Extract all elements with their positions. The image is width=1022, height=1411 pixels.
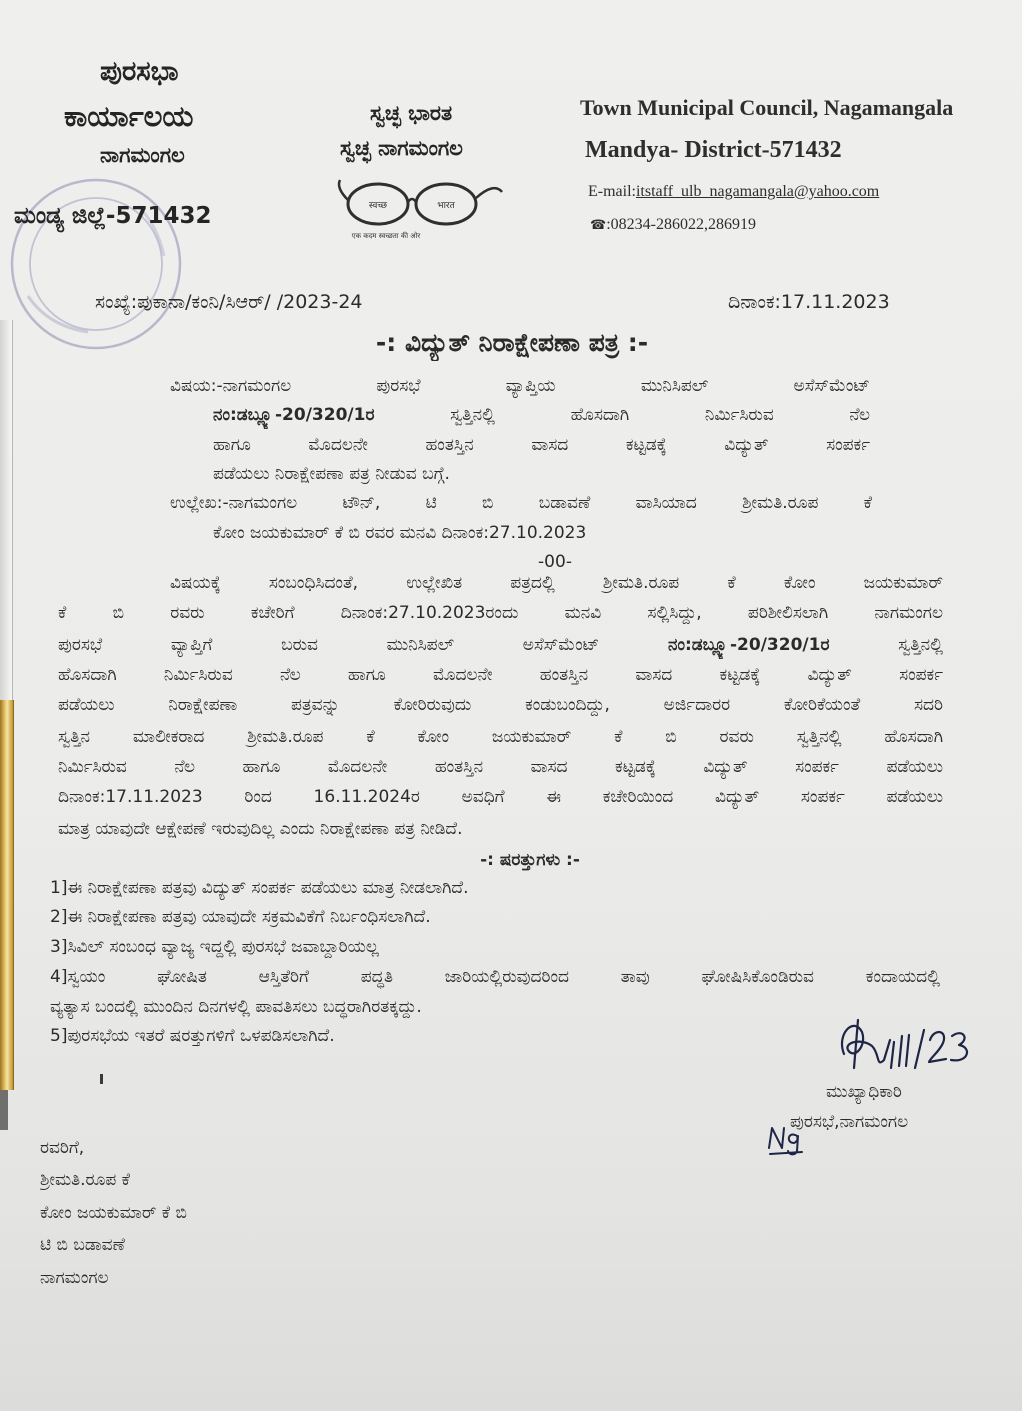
body-line: ದಿನಾಂಕ:17.11.2023 ರಿಂದ 16.11.2024ರ ಅವಧಿಗೆ ಈ ಕಚೇರಿಯಿಂದ ವಿದ್ಯುತ್ ಸಂಪರ್ಕ ಪಡೆಯಲು — [58, 787, 943, 807]
body-line — [58, 633, 943, 659]
office-district: ಮಂಡ್ಯ ಜಿಲ್ಲೆ-571432 — [14, 203, 212, 229]
phone-numbers: :08234-286022,286919 — [606, 216, 756, 233]
subject-text: ಸ್ವತ್ತಿನಲ್ಲಿ ಹೊಸದಾಗಿ ನಿರ್ಮಿಸಿರುವ ನೆಲ — [374, 405, 870, 425]
body-text: ಪುರಸಭೆ ವ್ಯಾಪ್ತಿಗೆ ಬರುವ ಮುನಿಸಿಪಲ್ ಅಸೆಸ್‌ಮೆಂಟ್ — [58, 635, 668, 655]
phone-icon: ☎ — [590, 218, 607, 233]
condition-item: 4]ಸ್ವಯಂ ಘೋಷಿತ ಆಸ್ತಿತೆರಿಗೆ ಪದ್ಧತಿ ಜಾರಿಯಲ್ಲಿರುವುದರಿಂದ ತಾವು ಘೋಷಿಸಿಕೊಂಡಿರುವ ಕಂದಾಯದಲ್ಲಿ — [50, 967, 940, 987]
pen-cap — [0, 1090, 8, 1130]
separator: -00- — [538, 552, 572, 572]
office-town: ನಾಗಮಂಗಲ — [100, 143, 185, 167]
body-line: ಹೊಸದಾಗಿ ನಿರ್ಮಿಸಿರುವ ನೆಲ ಹಾಗೂ ಮೊದಲನೇ ಹಂತಸ್ತಿನ ವಾಸದ ಕಟ್ಟಡಕ್ಕೆ ವಿದ್ಯುತ್ ಸಂಪರ್ಕ — [58, 665, 943, 685]
addressee-name: ಶ್ರೀಮತಿ.ರೂಪ ಕೆ — [40, 1170, 131, 1190]
council-district: Mandya- District-571432 — [585, 137, 842, 163]
reference-note-line: ಉಲ್ಲೇಖ:-ನಾಗಮಂಗಲ ಟೌನ್, ಟಿ ಬಿ ಬಡಾವಣೆ ವಾಸಿಯಾದ ಶ್ರೀಮತಿ.ರೂಪ ಕೆ — [170, 493, 872, 513]
addressee-relation: ಕೋಂ ಜಯಕುಮಾರ್ ಕೆ ಬಿ — [40, 1203, 187, 1223]
subject-line: ಹಾಗೂ ಮೊದಲನೇ ಹಂತಸ್ತಿನ ವಾಸದ ಕಟ್ಟಡಕ್ಕೆ ವಿದ್ಯುತ್ ಸಂಪರ್ಕ — [213, 435, 870, 455]
logo-right-lens-text: भारत — [437, 201, 455, 211]
body-line: ಸ್ವತ್ತಿನ ಮಾಲೀಕರಾದ ಶ್ರೀಮತಿ.ರೂಪ ಕೆ ಕೋಂ ಜಯಕುಮಾರ್ ಕೆ ಬಿ ರವರು ಸ್ವತ್ತಿನಲ್ಲಿ ಹೊಸದಾಗಿ — [58, 727, 943, 747]
subject-line: ವಿಷಯ:-ನಾಗಮಂಗಲ ಪುರಸಭೆ ವ್ಯಾಪ್ತಿಯ ಮುನಿಸಿಪಲ್ ಅಸೆಸ್‌ಮೆಂಟ್ — [170, 376, 870, 396]
condition-item-continued: ವ್ಯತ್ಯಾಸ ಬಂದಲ್ಲಿ ಮುಂದಿನ ದಿನಗಳಲ್ಲಿ ಪಾವತಿಸಲು ಬದ್ಧರಾಗಿರತಕ್ಕದ್ದು. — [50, 997, 422, 1017]
condition-item: 5]ಪುರಸಭೆಯ ಇತರೆ ಷರತ್ತುಗಳಿಗೆ ಒಳಪಡಿಸಲಾಗಿದೆ. — [50, 1026, 335, 1046]
reference-note-line: ಕೋಂ ಜಯಕುಮಾರ್ ಕೆ ಬಿ ರವರ ಮನವಿ ದಿನಾಂಕ:27.10.2023 — [213, 523, 587, 543]
condition-item: 2]ಈ ನಿರಾಕ್ಷೇಪಣಾ ಪತ್ರವು ಯಾವುದೇ ಸಕ್ರಮವಿಕೆಗೆ ನಿರ್ಬಂಧಿಸಲಾಗಿದೆ. — [50, 907, 431, 927]
reference-number: ಸಂಖ್ಯೆ:ಪುಕಾನಾ/ಕಂನಿ/ಸಿಆರ್/ /2023-24 — [95, 291, 363, 313]
council-phone — [590, 216, 756, 234]
subject-line — [213, 403, 870, 429]
council-name: Town Municipal Council, Nagamangala — [580, 95, 954, 120]
signatory-office: ಪುರಸಭೆ,ನಾಗಮಂಗಲ — [790, 1112, 909, 1132]
logo-tagline: एक कदम स्वच्छता की ओर — [351, 232, 421, 240]
addressee-salutation: ರವರಿಗೆ, — [40, 1138, 85, 1158]
council-email — [588, 183, 879, 201]
body-line: ಕೆ ಬಿ ರವರು ಕಚೇರಿಗೆ ದಿನಾಂಕ:27.10.2023ರಂದು ಮನವಿ ಸಲ್ಲಿಸಿದ್ದು, ಪರಿಶೀಲಿಸಲಾಗಿ ನಾಗಮಂಗಲ — [58, 603, 943, 623]
document-title: -: ವಿದ್ಯುತ್ ನಿರಾಕ್ಷೇಪಣಾ ಪತ್ರ :- — [375, 328, 649, 357]
office-name-line1: ಪುರಸಭಾ — [100, 56, 179, 87]
initials-mark — [764, 1122, 808, 1158]
body-line: ನಿರ್ಮಿಸಿರುವ ನೆಲ ಹಾಗೂ ಮೊದಲನೇ ಹಂತಸ್ತಿನ ವಾಸದ ಕಟ್ಟಡಕ್ಕೆ ವಿದ್ಯುತ್ ಸಂಪರ್ಕ ಪಡೆಯಲು — [58, 757, 943, 777]
addressee-town: ನಾಗಮಂಗಲ — [40, 1268, 109, 1288]
logo-left-lens-text: स्वच्छ — [368, 201, 388, 211]
signature — [832, 1010, 982, 1082]
swachh-bharat-slogan: ಸ್ವಚ್ಛ ಭಾರತ — [370, 101, 453, 125]
office-name-line2: ಕಾರ್ಯಾಲಯ — [64, 99, 194, 133]
addressee-locality: ಟಿ ಬಿ ಬಡಾವಣೆ — [40, 1235, 125, 1255]
body-line: ಮಾತ್ರ ಯಾವುದೇ ಆಕ್ಷೇಪಣೆ ಇರುವುದಿಲ್ಲ ಎಂದು ನಿರಾಕ್ಷೇಪಣಾ ಪತ್ರ ನೀಡಿದೆ. — [58, 819, 463, 839]
letter-date: ದಿನಾಂಕ:17.11.2023 — [728, 291, 890, 313]
body-line: ಪಡೆಯಲು ನಿರಾಕ್ಷೇಪಣಾ ಪತ್ರವನ್ನು ಕೋರಿರುವುದು ಕಂಡುಬಂದಿದ್ದು, ಅರ್ಜಿದಾರರ ಕೋರಿಕೆಯಂತೆ ಸದರಿ — [58, 695, 943, 715]
subject-line: ಪಡೆಯಲು ನಿರಾಕ್ಷೇಪಣಾ ಪತ್ರ ನೀಡುವ ಬಗ್ಗೆ. — [213, 464, 450, 484]
assessment-number: ನಂ:ಡಬ್ಲ್ಯೂ-20/320/1ರ — [213, 405, 375, 425]
conditions-heading: -: ಷರತ್ತುಗಳು :- — [480, 850, 580, 870]
condition-item: 3]ಸಿವಿಲ್ ಸಂಬಂಧ ವ್ಯಾಜ್ಯ ಇದ್ದಲ್ಲಿ ಪುರಸಭೆ ಜವಾಬ್ದಾರಿಯಲ್ಲ — [50, 937, 379, 957]
swachh-bharat-logo — [328, 176, 506, 248]
body-text: ಸ್ವತ್ತಿನಲ್ಲಿ — [829, 635, 943, 655]
swachh-nagamangala-slogan: ಸ್ವಚ್ಛ ನಾಗಮಂಗಲ — [340, 136, 463, 160]
condition-item: 1]ಈ ನಿರಾಕ್ಷೇಪಣಾ ಪತ್ರವು ವಿದ್ಯುತ್ ಸಂಪರ್ಕ ಪಡೆಯಲು ಮಾತ್ರ ನೀಡಲಾಗಿದೆ. — [50, 878, 469, 898]
body-line: ವಿಷಯಕ್ಕೆ ಸಂಬಂಧಿಸಿದಂತೆ, ಉಲ್ಲೇಖಿತ ಪತ್ರದಲ್ಲಿ ಶ್ರೀಮತಿ.ರೂಪ ಕೆ ಕೋಂ ಜಯಕುಮಾರ್ — [170, 573, 943, 593]
email-address: itstaff_ulb_nagamangala@yahoo.com — [635, 183, 880, 200]
email-label: E-mail: — [588, 183, 636, 200]
assessment-number: ನಂ:ಡಬ್ಲ್ಯೂ-20/320/1ರ — [668, 635, 830, 655]
signatory-designation: ಮುಖ್ಯಾಧಿಕಾರಿ — [826, 1082, 902, 1102]
ink-mark — [100, 1074, 103, 1084]
gold-pen — [0, 700, 14, 1090]
page-left-edge-shadow — [0, 320, 13, 705]
